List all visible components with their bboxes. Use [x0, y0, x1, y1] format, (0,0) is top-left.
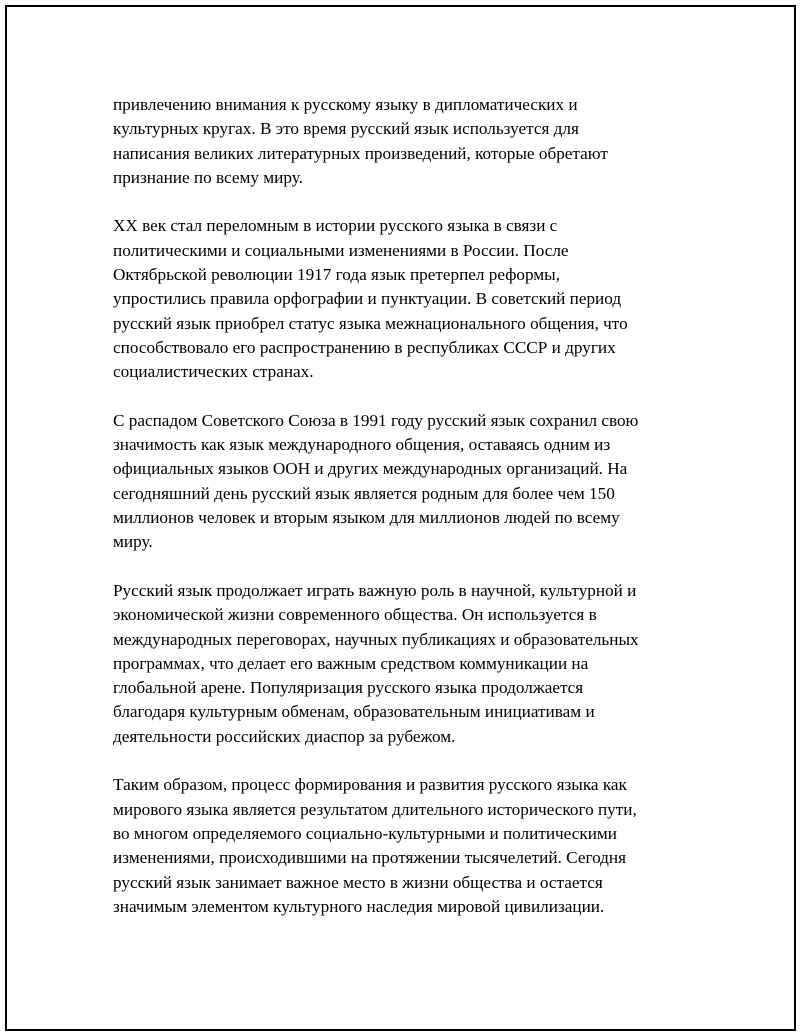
paragraph-5: Таким образом, процесс формирования и развития русского языка как мирового языка является результатом длительного исторического пути, во многом определяемого социально-культурными и политическими изменениями, происходившими на протяжении тысячелетий. Сегодня русский язык занимает важное место в жизни общества и остается значимым элементом культурного наследия мировой цивилизации. [113, 775, 637, 916]
paragraph-1: привлечению внимания к русскому языку в дипломатических и культурных кругах. В это время русский язык используется для написания великих литературных произведений, которые обретают признание по всему миру. [113, 95, 608, 187]
paragraph-3: С распадом Советского Союза в 1991 году русский язык сохранил свою значимость как язык международного общения, оставаясь одним из официальных языков ООН и других международных организаций. На сегодняшний день русский язык является родным для более чем 150 миллионов человек и вторым языком для миллионов людей по всему миру. [113, 410, 639, 552]
document-body [113, 93, 703, 919]
paragraph-2: XX век стал переломным в истории русского языка в связи с политическими и социальными изменениями в России. После Октябрьской революции 1917 года язык претерпел реформы, упростились правила орфографии и пунктуации. В советский период русский язык приобрел статус языка межнационального общения, что способствовало его распространению в республиках СССР и других социалистических странах. [113, 216, 628, 382]
paragraph-4: Русский язык продолжает играть важную роль в научной, культурной и экономической жизни современного общества. Он используется в международных переговорах, научных публикациях и образовательных программах, что делает его важным средством коммуникации на глобальной арене. Популяризация русского языка продолжается благодаря культурным обменам, образовательным инициативам и деятельности российских диаспор за рубежом. [113, 580, 639, 746]
